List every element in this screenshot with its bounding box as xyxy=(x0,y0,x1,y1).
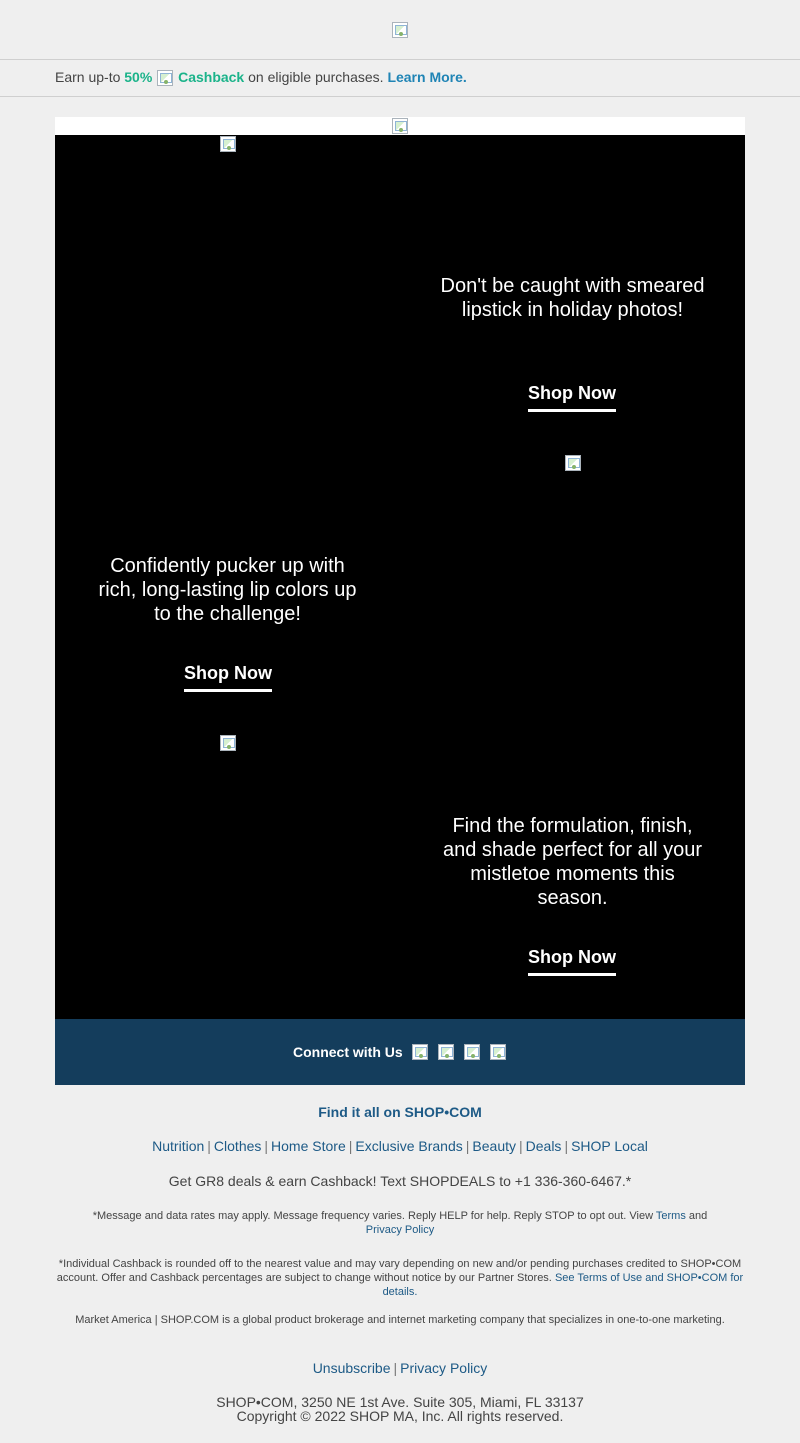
sms-disclaimer xyxy=(55,1209,745,1237)
promo-1-text: Don't be caught with smeared lipstick in holiday photos! xyxy=(440,275,705,321)
product-image-1-broken-icon[interactable] xyxy=(220,136,236,152)
footer-link-home-store[interactable]: Home Store xyxy=(271,1138,346,1154)
shop-now-button-3[interactable]: Shop Now xyxy=(528,946,616,976)
sms-disclaimer-text: *Message and data rates may apply. Message frequency varies. Reply HELP for help. Reply STOP to opt out. View xyxy=(92,1210,654,1222)
product-image-3-broken-icon[interactable] xyxy=(220,735,236,751)
shop-now-button-2[interactable]: Shop Now xyxy=(184,662,272,692)
email-header xyxy=(0,0,800,60)
and-text: and xyxy=(688,1210,708,1222)
product-image-2-broken-icon[interactable] xyxy=(565,455,581,471)
bottom-privacy-policy-link[interactable]: Privacy Policy xyxy=(400,1360,488,1376)
social-icon-3[interactable] xyxy=(464,1044,480,1060)
footer-link-clothes[interactable]: Clothes xyxy=(213,1138,262,1154)
social-icon-2[interactable] xyxy=(438,1044,454,1060)
footer-link-nutrition[interactable]: Nutrition xyxy=(152,1138,205,1154)
cashback-label: Cashback xyxy=(178,69,245,85)
footer-category-links: Nutrition | Clothes | Home Store | Exclusive Brands | Beauty | Deals | SHOP Local xyxy=(152,1138,648,1154)
unsubscribe-link[interactable]: Unsubscribe xyxy=(312,1360,391,1376)
connect-bar xyxy=(55,1019,745,1085)
footer-title: Find it all on SHOP•COM xyxy=(318,1104,482,1120)
address-block xyxy=(0,1395,800,1423)
cashback-disclaimer-text: *Individual Cashback is rounded off to the nearest value and may vary depending on new and/or pending purchases credited to SHOP•COM account. Offer and Cashback percentages are subject to change without notice by our Partner Stores. xyxy=(56,1258,742,1284)
social-icon-4[interactable] xyxy=(490,1044,506,1060)
promo-panel xyxy=(55,135,745,1019)
see-terms-link[interactable]: See Terms of Use and SHOP•COM for details. xyxy=(382,1272,744,1298)
bottom-links: Unsubscribe | Privacy Policy xyxy=(312,1360,488,1376)
hero-top-strip xyxy=(55,117,745,135)
company-about-text: Market America | SHOP.COM is a global product brokerage and internet marketing company that specializes in one-to-one marketing. xyxy=(75,1314,725,1326)
connect-label: Connect with Us xyxy=(293,1044,403,1060)
logo-broken-image-icon[interactable] xyxy=(392,22,408,38)
footer-link-shop-local[interactable]: SHOP Local xyxy=(571,1138,648,1154)
cashback-disclaimer xyxy=(55,1257,745,1299)
cashback-banner xyxy=(0,60,800,97)
social-icon-1[interactable] xyxy=(412,1044,428,1060)
hero-broken-image-icon[interactable] xyxy=(392,118,408,134)
sms-offer-text: Get GR8 deals & earn Cashback! Text SHOPDEALS to +1 336-360-6467.* xyxy=(168,1173,632,1189)
cashback-percent: 50% xyxy=(124,69,153,85)
footer-link-beauty[interactable]: Beauty xyxy=(472,1138,516,1154)
promo-3-text: Find the formulation, finish, and shade perfect for all your mistletoe moments this season. xyxy=(442,815,703,909)
cashback-suffix: on eligible purchases. xyxy=(248,69,384,85)
shop-now-button-1[interactable]: Shop Now xyxy=(528,382,616,412)
footer-link-exclusive-brands[interactable]: Exclusive Brands xyxy=(355,1138,463,1154)
cashback-broken-image-icon xyxy=(157,70,173,86)
postal-address: SHOP•COM, 3250 NE 1st Ave. Suite 305, Miami, FL 33137 xyxy=(216,1394,584,1410)
privacy-policy-link[interactable]: Privacy Policy xyxy=(365,1224,435,1236)
footer-link-deals[interactable]: Deals xyxy=(525,1138,562,1154)
copyright-text: Copyright © 2022 SHOP MA, Inc. All rights reserved. xyxy=(236,1408,564,1424)
terms-link[interactable]: Terms xyxy=(655,1210,686,1222)
cashback-prefix: Earn up-to xyxy=(55,69,121,85)
promo-2-text: Confidently pucker up with rich, long-lasting lip colors up to the challenge! xyxy=(98,555,357,625)
learn-more-link[interactable]: Learn More. xyxy=(387,69,467,85)
